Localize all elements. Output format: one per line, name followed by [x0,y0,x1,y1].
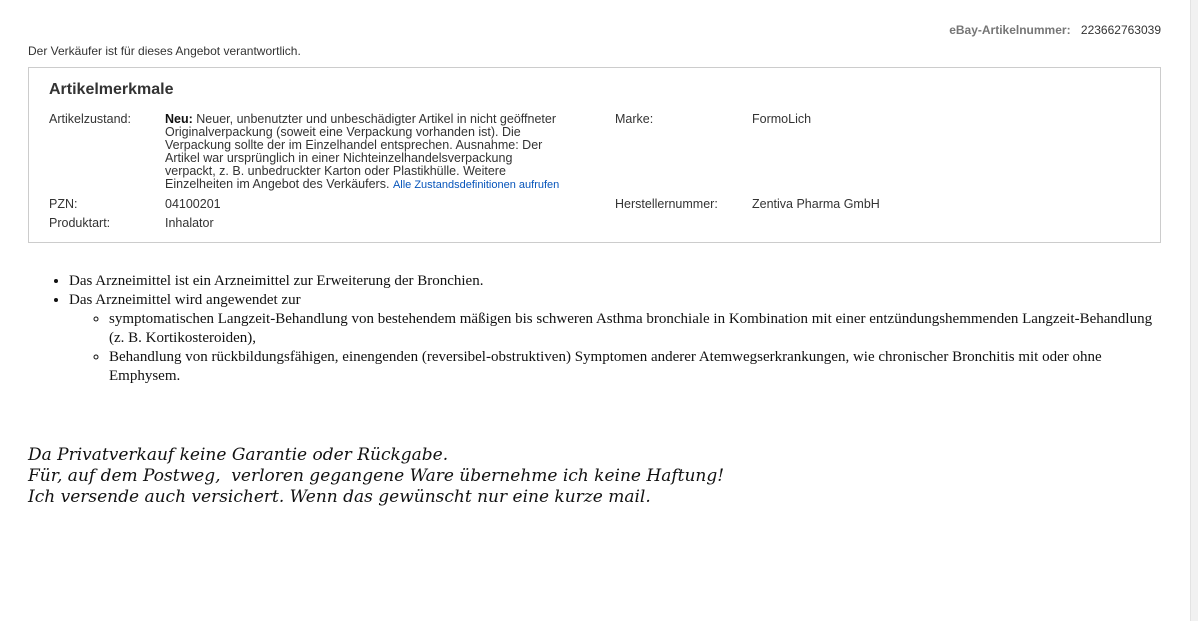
mpn-label: Herstellernummer: [615,197,718,211]
item-specifics-title: Artikelmerkmale [49,81,174,98]
item-description [28,272,1168,386]
list-item-text: Das Arzneimittel wird angewendet zur [69,292,301,308]
condition-line: Einzelheiten im Angebot des Verkäufers. [165,177,390,191]
brand-value: FormoLich [752,112,812,126]
brand-label: Marke: [615,112,654,126]
list-item: ◦ symptomatischen Langzeit-Behandlung von bestehendem mäßigen bis schweren Asthma bronchiale in Kombination mit einer entzündungshemmenden Langzeit-Behandlung (z. B. Kortikosteroiden), [109,310,1168,348]
product-type-value: Inhalator [165,216,214,230]
pzn-label: PZN: [49,197,78,211]
condition-strong: Neu: [165,112,193,126]
product-type-label: Produktart: [49,216,111,230]
condition-value [165,113,585,192]
terms-line: Ich versende auch versichert. Wenn das gewünscht nur eine kurze mail. [28,487,651,507]
list-item: ◦ Behandlung von rückbildungsfähigen, einengenden (reversibel-obstruktiven) Symptomen anderer Atemwegserkrankungen, wie chronischer Bronchitis mit oder ohne Emphysem. [109,348,1168,386]
condition-label: Artikelzustand: [49,112,131,126]
condition-line: Originalverpackung (soweit eine Verpackung vorhanden ist). Die [165,125,521,139]
seller-responsibility-note: Der Verkäufer ist für dieses Angebot verantwortlich. [28,44,301,58]
list-item: • Das Arzneimittel ist ein Arzneimittel zur Erweiterung der Bronchien. [69,272,1168,291]
seller-terms-note [28,445,724,508]
description-sublist [69,310,1168,386]
condition-definitions-link[interactable]: Alle Zustandsdefinitionen aufrufen [392,179,560,191]
condition-line: Artikel war ursprünglich in einer Nichteinzelhandelsverpackung [165,151,513,165]
item-specifics-panel [28,67,1161,243]
scrollbar-track[interactable] [1190,0,1198,621]
item-number [949,23,1161,37]
mpn-value: Zentiva Pharma GmbH [752,197,880,211]
condition-line: verpackt, z. B. unbedruckter Karton oder Plastikhülle. Weitere [165,164,506,178]
terms-line: Für, auf dem Postweg, verloren gegangene Ware übernehme ich keine Haftung! [28,466,725,486]
condition-line: Neuer, unbenutzter und unbeschädigter Artikel in nicht geöffneter [196,112,557,126]
pzn-value: 04100201 [165,197,221,211]
terms-line: Da Privatverkauf keine Garantie oder Rückgabe. [28,445,449,465]
condition-line: Verpackung sollte der im Einzelhandel entsprechen. Ausnahme: Der [165,138,543,152]
description-list [28,272,1168,386]
item-number-value: 223662763039 [1080,23,1161,37]
item-number-label: eBay-Artikelnummer: [949,23,1071,37]
list-item [69,291,1168,386]
